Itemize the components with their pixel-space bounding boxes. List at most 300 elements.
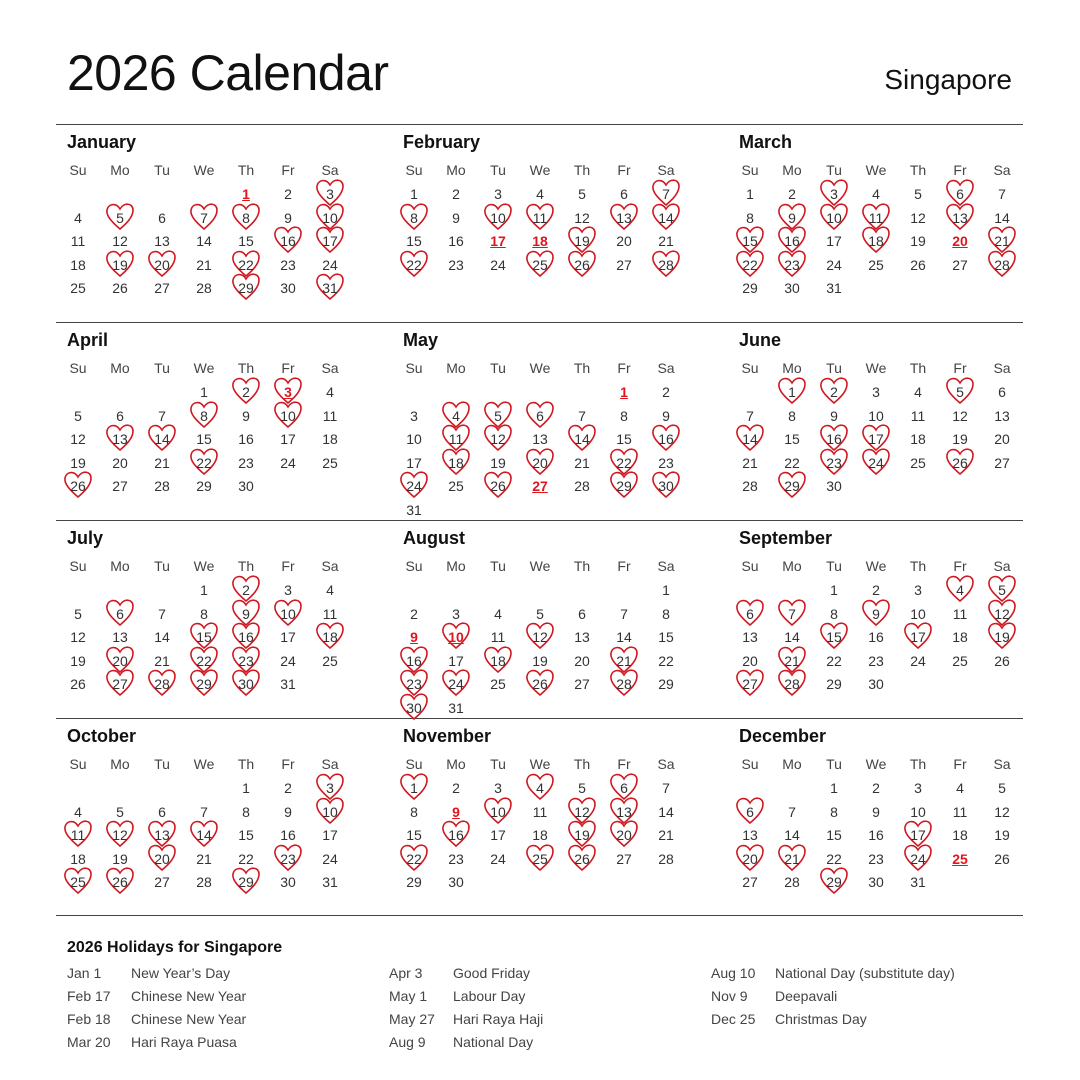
date-cell xyxy=(981,381,1023,403)
date-number: 17 xyxy=(490,827,506,843)
date-number: 12 xyxy=(112,233,128,249)
weekday-label: Sa xyxy=(993,162,1011,178)
weekday-label: Fr xyxy=(281,162,295,178)
date-number: 22 xyxy=(826,652,842,669)
date-cell xyxy=(477,673,519,695)
date-number: 12 xyxy=(112,827,128,843)
date-number: 20 xyxy=(532,454,548,471)
date-number: 7 xyxy=(662,186,670,202)
date-cell xyxy=(393,871,435,893)
weekday-label: Su xyxy=(405,558,423,574)
weekday-label: Tu xyxy=(826,756,842,772)
date-cell xyxy=(645,603,687,625)
date-cell xyxy=(267,428,309,450)
date-cell xyxy=(981,777,1023,799)
date-cell xyxy=(57,475,99,497)
date-number: 30 xyxy=(448,874,464,890)
date-number: 10 xyxy=(490,803,506,820)
month-name: October xyxy=(67,726,137,746)
date-number: 22 xyxy=(196,652,212,669)
date-cell xyxy=(435,475,477,497)
date-cell xyxy=(141,871,183,893)
month-january xyxy=(57,127,393,323)
holiday-date-label: Feb 17 xyxy=(67,988,111,1004)
date-number: 27 xyxy=(994,454,1010,471)
weekday-label: Tu xyxy=(490,360,506,376)
date-cell xyxy=(561,254,603,276)
date-number: 19 xyxy=(112,256,128,273)
date-number: 31 xyxy=(910,874,926,890)
date-cell xyxy=(477,801,519,823)
weekday-label: Th xyxy=(237,756,255,772)
date-number: 29 xyxy=(196,676,212,692)
weekday-label: Tu xyxy=(490,162,506,178)
date-number: 21 xyxy=(196,850,212,867)
date-number: 18 xyxy=(532,233,548,249)
date-number: 31 xyxy=(322,874,338,890)
date-number: 11 xyxy=(490,629,506,645)
holiday-date-label: Mar 20 xyxy=(67,1034,111,1050)
holiday-row xyxy=(389,1034,543,1057)
date-number: 22 xyxy=(238,850,254,867)
weekday-label: Th xyxy=(909,756,927,772)
date-number: 23 xyxy=(280,256,296,273)
date-number: 9 xyxy=(242,605,250,622)
date-number: 29 xyxy=(196,478,212,494)
date-number: 28 xyxy=(784,676,800,692)
date-cell xyxy=(897,381,939,403)
date-number: 28 xyxy=(994,256,1010,273)
date-number: 1 xyxy=(830,582,838,598)
holiday-date-label: May 27 xyxy=(389,1011,435,1027)
weekday-label: Tu xyxy=(826,162,842,178)
date-number: 10 xyxy=(280,605,296,622)
date-number: 23 xyxy=(238,652,254,669)
date-number: 2 xyxy=(872,780,880,796)
date-number: 30 xyxy=(868,676,884,692)
date-number: 26 xyxy=(70,676,86,692)
date-number: 10 xyxy=(322,803,338,820)
date-cell xyxy=(771,848,813,870)
date-number: 22 xyxy=(784,454,800,471)
weekday-label: Tu xyxy=(154,558,170,574)
date-cell xyxy=(477,603,519,625)
holidays-column xyxy=(67,965,246,1057)
date-cell xyxy=(561,603,603,625)
date-number: 6 xyxy=(116,605,124,622)
date-number: 28 xyxy=(196,280,212,296)
date-number: 20 xyxy=(574,652,590,669)
date-number: 14 xyxy=(574,431,590,447)
holiday-name: Deepavali xyxy=(775,988,838,1004)
date-cell xyxy=(729,871,771,893)
date-cell xyxy=(855,673,897,695)
date-number: 29 xyxy=(826,676,842,692)
date-number: 12 xyxy=(532,629,548,645)
date-number: 14 xyxy=(658,803,674,820)
date-cell xyxy=(729,801,771,823)
date-cell xyxy=(267,871,309,893)
date-cell xyxy=(771,381,813,403)
date-number: 17 xyxy=(406,454,422,471)
date-cell xyxy=(57,871,99,893)
weekday-label: Tu xyxy=(154,360,170,376)
weekday-label: Su xyxy=(405,162,423,178)
date-number: 6 xyxy=(116,407,124,424)
date-number: 17 xyxy=(910,629,926,645)
date-number: 12 xyxy=(574,209,590,226)
holiday-date-label: May 1 xyxy=(389,988,428,1004)
date-number: 1 xyxy=(788,384,796,400)
date-number: 15 xyxy=(658,629,674,645)
date-cell xyxy=(855,254,897,276)
date-cell xyxy=(309,626,351,648)
date-cell xyxy=(141,428,183,450)
date-number: 4 xyxy=(914,384,922,400)
date-cell xyxy=(561,428,603,450)
date-cell xyxy=(603,603,645,625)
date-cell xyxy=(225,673,267,695)
date-cell xyxy=(645,650,687,672)
date-number: 12 xyxy=(952,407,968,424)
date-number: 20 xyxy=(112,652,128,669)
date-number: 13 xyxy=(952,209,968,226)
date-number: 7 xyxy=(746,407,754,424)
weekday-label: Th xyxy=(909,162,927,178)
date-cell xyxy=(981,405,1023,427)
date-number: 26 xyxy=(910,256,926,273)
weekday-label: Su xyxy=(69,162,87,178)
holiday-row xyxy=(711,965,955,988)
date-number: 7 xyxy=(200,209,208,226)
date-number: 8 xyxy=(830,605,838,622)
date-cell xyxy=(183,673,225,695)
weekday-label: Su xyxy=(405,756,423,772)
date-number: 17 xyxy=(448,652,464,669)
date-cell xyxy=(813,824,855,846)
date-number: 16 xyxy=(406,652,422,669)
date-number: 3 xyxy=(326,780,334,796)
date-number: 20 xyxy=(154,256,170,273)
date-number: 9 xyxy=(452,803,460,820)
date-number: 7 xyxy=(620,605,628,622)
date-number: 25 xyxy=(70,874,86,890)
holiday-date-label: Apr 3 xyxy=(389,965,423,981)
month-name: June xyxy=(739,330,782,350)
date-number: 25 xyxy=(322,652,338,669)
holiday-date xyxy=(603,381,645,403)
date-cell xyxy=(267,801,309,823)
date-cell xyxy=(519,207,561,229)
date-number: 14 xyxy=(742,431,758,447)
date-number: 24 xyxy=(280,652,296,669)
date-cell xyxy=(897,207,939,229)
weekday-label: We xyxy=(193,162,215,178)
date-cell xyxy=(309,405,351,427)
date-number: 6 xyxy=(746,803,754,820)
date-number: 13 xyxy=(994,407,1010,424)
date-number: 21 xyxy=(196,256,212,273)
date-number: 24 xyxy=(280,454,296,471)
holiday-date xyxy=(477,230,519,252)
weekday-label: Mo xyxy=(446,360,466,376)
date-cell xyxy=(435,848,477,870)
divider xyxy=(56,124,1023,125)
date-number: 28 xyxy=(154,676,170,692)
date-cell xyxy=(183,871,225,893)
date-number: 24 xyxy=(490,850,506,867)
date-cell xyxy=(855,626,897,648)
date-number: 5 xyxy=(956,384,964,400)
holiday-name: Chinese New Year xyxy=(131,988,247,1004)
date-cell xyxy=(225,207,267,229)
date-number: 29 xyxy=(406,874,422,890)
date-cell xyxy=(225,428,267,450)
date-cell xyxy=(939,824,981,846)
date-cell xyxy=(645,824,687,846)
date-number: 4 xyxy=(326,582,334,598)
date-cell xyxy=(729,673,771,695)
date-cell xyxy=(99,673,141,695)
date-number: 1 xyxy=(200,384,208,400)
holiday-date-label: Nov 9 xyxy=(711,988,748,1004)
weekday-label: Th xyxy=(237,162,255,178)
date-cell xyxy=(939,626,981,648)
date-number: 6 xyxy=(620,186,628,202)
date-number: 27 xyxy=(616,850,632,867)
weekday-label: Fr xyxy=(953,756,967,772)
date-cell xyxy=(225,277,267,299)
holiday-row xyxy=(389,1011,543,1034)
weekday-label: Su xyxy=(741,162,759,178)
date-number: 15 xyxy=(784,431,800,447)
date-number: 7 xyxy=(998,186,1006,202)
date-cell xyxy=(309,381,351,403)
weekday-label: Th xyxy=(573,162,591,178)
date-number: 29 xyxy=(784,478,800,494)
weekday-label: Tu xyxy=(154,162,170,178)
holiday-name: Christmas Day xyxy=(775,1011,867,1027)
date-number: 16 xyxy=(448,233,464,249)
date-number: 26 xyxy=(490,478,506,494)
date-cell xyxy=(561,848,603,870)
date-number: 23 xyxy=(406,676,422,692)
weekday-label: Mo xyxy=(110,756,130,772)
date-number: 9 xyxy=(788,209,796,226)
date-cell xyxy=(183,405,225,427)
weekday-label: Sa xyxy=(657,360,675,376)
date-cell xyxy=(603,673,645,695)
weekday-label: Fr xyxy=(617,360,631,376)
date-cell xyxy=(771,871,813,893)
date-cell xyxy=(519,626,561,648)
date-cell xyxy=(813,277,855,299)
holiday-name: Good Friday xyxy=(453,965,531,981)
weekday-label: Tu xyxy=(490,756,506,772)
weekday-label: Th xyxy=(573,558,591,574)
date-cell xyxy=(57,673,99,695)
date-number: 28 xyxy=(784,874,800,890)
holiday-row xyxy=(67,1034,246,1057)
date-cell xyxy=(435,254,477,276)
date-number: 3 xyxy=(914,780,922,796)
date-cell xyxy=(645,801,687,823)
holiday-row xyxy=(711,1011,955,1034)
date-number: 25 xyxy=(322,454,338,471)
date-number: 15 xyxy=(238,827,254,843)
date-number: 2 xyxy=(662,384,670,400)
date-number: 1 xyxy=(410,780,418,796)
date-cell xyxy=(645,777,687,799)
weekday-label: Sa xyxy=(657,162,675,178)
month-name: March xyxy=(739,132,793,152)
date-cell xyxy=(981,183,1023,205)
date-number: 30 xyxy=(826,478,842,494)
date-cell xyxy=(729,475,771,497)
date-number: 26 xyxy=(994,850,1010,867)
date-cell xyxy=(729,277,771,299)
date-number: 15 xyxy=(616,431,632,447)
weekday-label: Su xyxy=(741,360,759,376)
date-number: 28 xyxy=(742,478,758,494)
holiday-row xyxy=(711,988,955,1011)
date-number: 14 xyxy=(196,233,212,249)
date-cell xyxy=(981,254,1023,276)
date-number: 24 xyxy=(322,256,338,273)
weekday-label: Tu xyxy=(490,558,506,574)
date-number: 28 xyxy=(196,874,212,890)
weekday-label: Mo xyxy=(446,162,466,178)
date-number: 19 xyxy=(910,233,926,249)
date-cell xyxy=(309,428,351,450)
holidays-column xyxy=(389,965,543,1057)
date-number: 8 xyxy=(200,407,208,424)
weekday-label: Su xyxy=(741,756,759,772)
date-number: 9 xyxy=(284,209,292,226)
date-cell xyxy=(225,777,267,799)
date-cell xyxy=(813,673,855,695)
date-number: 23 xyxy=(868,850,884,867)
date-number: 26 xyxy=(112,874,128,890)
date-number: 1 xyxy=(410,186,418,202)
date-cell xyxy=(225,381,267,403)
weekday-label: Tu xyxy=(826,360,842,376)
date-number: 16 xyxy=(784,233,800,249)
date-number: 20 xyxy=(112,454,128,471)
date-cell xyxy=(561,183,603,205)
date-number: 31 xyxy=(322,280,338,296)
date-number: 26 xyxy=(994,652,1010,669)
date-number: 17 xyxy=(490,233,506,249)
month-name: August xyxy=(403,528,465,548)
date-number: 29 xyxy=(238,280,254,296)
date-cell xyxy=(771,405,813,427)
date-cell xyxy=(855,848,897,870)
weekday-label: Sa xyxy=(321,162,339,178)
date-number: 11 xyxy=(868,209,884,226)
date-number: 1 xyxy=(830,780,838,796)
date-cell xyxy=(855,824,897,846)
date-number: 2 xyxy=(242,582,250,598)
date-number: 19 xyxy=(574,233,590,249)
date-number: 21 xyxy=(658,233,674,249)
date-number: 4 xyxy=(872,186,880,202)
date-cell xyxy=(477,207,519,229)
holiday-date-label: Feb 18 xyxy=(67,1011,111,1027)
date-number: 26 xyxy=(574,256,590,273)
date-number: 27 xyxy=(742,676,758,692)
date-number: 13 xyxy=(154,827,170,843)
date-number: 22 xyxy=(406,850,422,867)
weekday-label: Th xyxy=(573,756,591,772)
date-number: 18 xyxy=(322,629,338,645)
weekday-label: Tu xyxy=(154,756,170,772)
date-number: 13 xyxy=(112,431,128,447)
date-number: 27 xyxy=(112,478,128,494)
month-name: July xyxy=(67,528,104,548)
weekday-label: Sa xyxy=(321,756,339,772)
date-cell xyxy=(855,801,897,823)
date-number: 29 xyxy=(616,478,632,494)
date-number: 21 xyxy=(616,652,632,669)
date-number: 20 xyxy=(154,850,170,867)
date-cell xyxy=(603,475,645,497)
country-label: Singapore xyxy=(884,64,1012,95)
date-cell xyxy=(939,207,981,229)
date-number: 4 xyxy=(74,803,82,820)
date-number: 25 xyxy=(952,652,968,669)
date-cell xyxy=(855,871,897,893)
date-number: 31 xyxy=(826,280,842,296)
date-number: 30 xyxy=(238,478,254,494)
date-number: 23 xyxy=(238,454,254,471)
date-cell xyxy=(309,848,351,870)
date-cell xyxy=(645,381,687,403)
date-cell xyxy=(477,848,519,870)
date-number: 13 xyxy=(154,233,170,249)
date-number: 11 xyxy=(532,209,548,226)
date-cell xyxy=(309,277,351,299)
weekday-label: Sa xyxy=(993,558,1011,574)
weekday-label: Th xyxy=(237,360,255,376)
holidays-title: 2026 Holidays for Singapore xyxy=(67,939,283,956)
weekday-label: Sa xyxy=(657,756,675,772)
date-number: 21 xyxy=(784,652,800,669)
date-number: 2 xyxy=(284,186,292,202)
weekday-label: Su xyxy=(69,360,87,376)
date-cell xyxy=(813,801,855,823)
date-number: 10 xyxy=(280,407,296,424)
date-cell xyxy=(855,381,897,403)
date-cell xyxy=(771,603,813,625)
date-cell xyxy=(141,673,183,695)
date-cell xyxy=(603,405,645,427)
date-number: 21 xyxy=(994,233,1010,249)
date-cell xyxy=(603,230,645,252)
holiday-name: Hari Raya Haji xyxy=(453,1011,544,1027)
holiday-name: Chinese New Year xyxy=(131,1011,247,1027)
date-number: 2 xyxy=(830,384,838,400)
date-number: 7 xyxy=(662,780,670,796)
weekday-label: Fr xyxy=(617,162,631,178)
date-number: 28 xyxy=(616,676,632,692)
date-number: 1 xyxy=(242,780,250,796)
date-cell xyxy=(225,824,267,846)
weekday-label: We xyxy=(865,360,887,376)
date-cell xyxy=(603,254,645,276)
date-number: 11 xyxy=(532,803,548,820)
date-cell xyxy=(981,452,1023,474)
